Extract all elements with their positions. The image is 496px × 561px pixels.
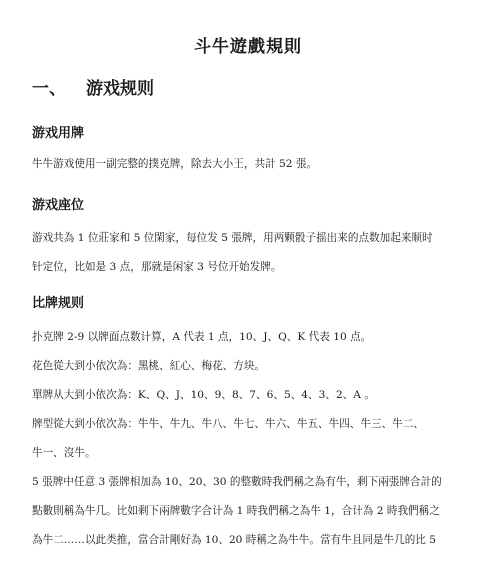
text-line: 牛一、沒牛。 — [32, 447, 96, 459]
paragraph-seats — [32, 224, 472, 282]
text-line: 游戏共為 1 位莊家和 5 位閑家，每位发 5 張牌，用两颗骰子摇出来的点数加起来顺时 — [32, 232, 433, 244]
text-line: 花色從大到小依次為：黑桃、紅心、梅花、方块。 — [32, 360, 266, 372]
text-line: 點數則稱為牛几。比如剩下兩牌數字合计為 1 時我們稱之為牛 1，合计為 2 時我們稱之 — [32, 505, 440, 517]
section-number: 一、 — [32, 79, 66, 99]
text-line: 牌型從大到小依次為：牛牛、牛九、牛八、牛七、牛六、牛五、牛四、牛三、牛二、 — [32, 418, 424, 430]
document-title: 斗牛遊戲規則 — [194, 37, 302, 57]
section-heading — [32, 74, 154, 99]
text-line: 為牛二……以此类推，當合計剛好為 10、20 時稱之為牛牛。當有牛且同是牛几的比 5 — [32, 534, 436, 546]
subsection-heading-seats: 游戏座位 — [32, 198, 85, 213]
subsection-heading-cards: 游戏用牌 — [32, 126, 85, 141]
section-title: 游戏规则 — [86, 79, 154, 99]
paragraph-cards — [32, 150, 472, 179]
subsection-heading-compare: 比牌规则 — [32, 296, 85, 311]
text-line: 牛牛游戏使用一副完整的撲克牌，除去大小王，共計 52 張。 — [32, 158, 318, 170]
text-line: 扑克牌 2-9 以牌面点数计算，A 代表 1 点，10、J、Q、K 代表 10 点。 — [32, 331, 372, 343]
text-line: 针定位，比如是 3 点，那就是闲家 3 号位开始发牌。 — [32, 261, 282, 273]
text-line: 5 張牌中任意 3 張牌相加為 10、20、30 的整數時我們稱之為有牛，剩下兩張牌合計的 — [32, 476, 442, 488]
text-line: 單牌从大到小依次為：K、Q、J、10、9、8、7、6、5、4、3、2、A 。 — [32, 389, 375, 401]
paragraph-compare — [32, 323, 472, 555]
